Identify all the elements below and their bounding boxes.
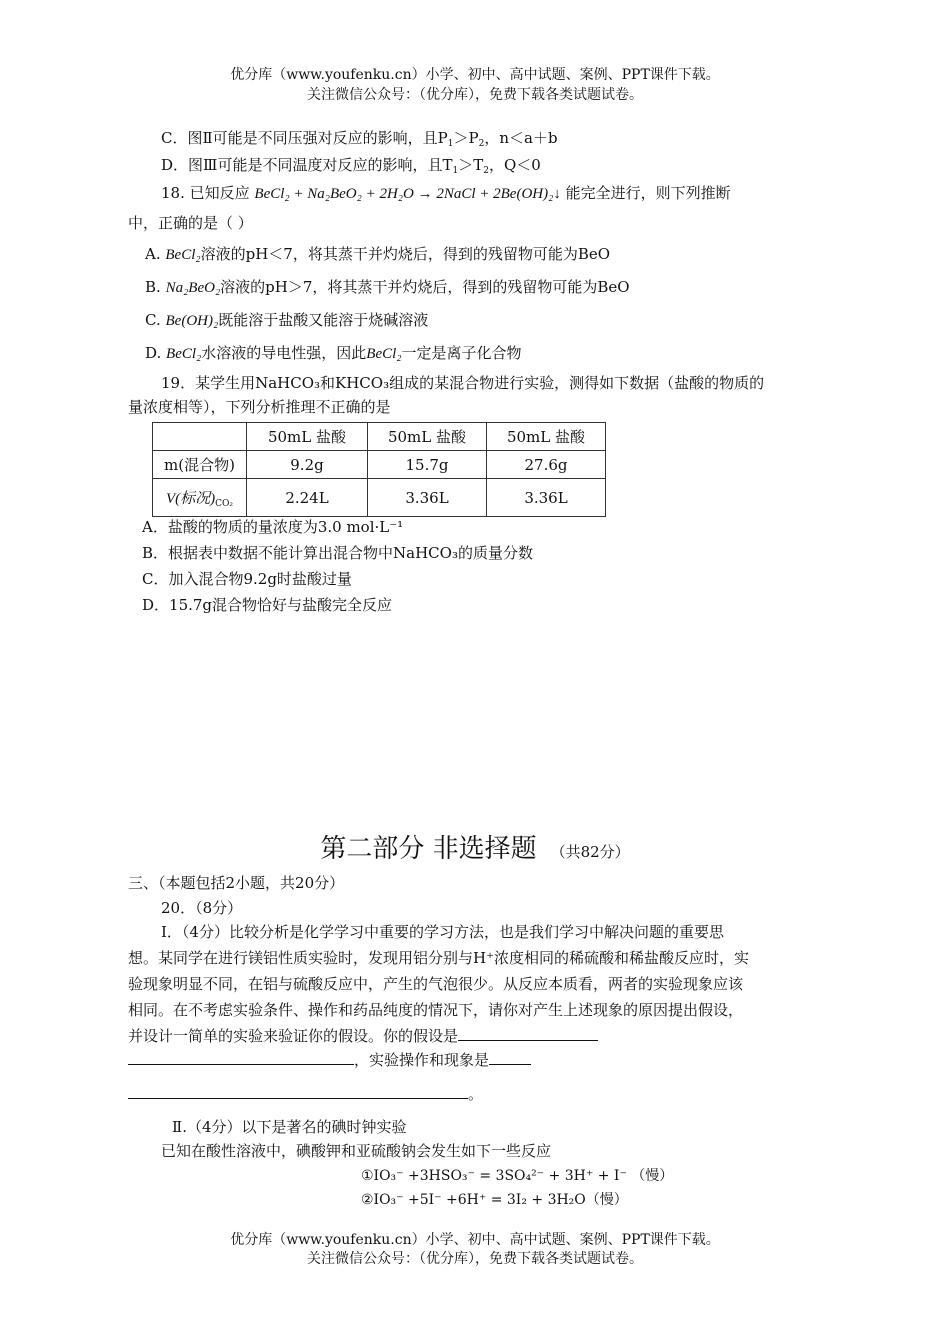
q18-option-a: A. BeCl₂溶液的pH＜7，将其蒸干并灼烧后，得到的残留物可能为BeO: [145, 245, 611, 263]
q20-part1-line3: 验现象明显不同，在铝与硫酸反应中，产生的气泡很少。从反应本质看，两者的实验现象应该: [128, 975, 744, 993]
q19-stem-line1: 19．某学生用NaHCO₃和KHCO₃组成的某混合物进行实验，测得如下数据（盐酸的物质的: [161, 374, 765, 392]
q19-option-d: D．15.7g混合物恰好与盐酸完全反应: [142, 596, 393, 614]
page-footer-line2: 关注微信公众号：（优分库），免费下载各类试题试卷。: [307, 1251, 643, 1267]
table-cell: 3.36L: [368, 479, 487, 517]
table-row: [153, 451, 606, 479]
table-header-cell: 50mL 盐酸: [487, 423, 606, 451]
q19-option-a: A．盐酸的物质的量浓度为3.0 mol·L⁻¹: [142, 518, 404, 536]
q19-option-c: C．加入混合物9.2g时盐酸过量: [142, 570, 352, 588]
table-cell: m(混合物): [153, 451, 247, 479]
q20-part1-line1: Ⅰ．（4分）比较分析是化学学习中重要的学习方法，也是我们学习中解决问题的重要思: [161, 923, 724, 941]
table-row: [153, 479, 606, 517]
operation-blank[interactable]: [489, 1050, 531, 1065]
table-header-row: [153, 423, 606, 451]
table-header-cell: 50mL 盐酸: [247, 423, 368, 451]
q18-stem-line2: 中，正确的是（ ）: [128, 214, 253, 232]
page-header-line1: 优分库（www.youfenku.cn）小学、初中、高中试题、案例、PPT课件下载。: [230, 67, 720, 83]
q20-part1-line5: 并设计一简单的实验来验证你的假设。你的假设是: [128, 1026, 598, 1046]
q20-part1-line4: 相同。在不考虑实验条件、操作和药品纯度的情况下，请你对产生上述现象的原因提出假设，: [128, 1001, 744, 1019]
q19-data-table: [152, 422, 606, 517]
part2-title: 第二部分 非选择题 （共82分）: [320, 834, 630, 864]
q19-stem-line2: 量浓度相等），下列分析推理不正确的是: [128, 398, 391, 416]
table-cell: 27.6g: [487, 451, 606, 479]
q18-equation: BeCl₂ + Na₂BeO₂ + 2H₂O → 2NaCl + 2Be(OH)₂↓: [254, 186, 561, 202]
table-cell-volume-label: V(标况)$_{CO_2}$: [153, 479, 247, 517]
q18-stem: 18. 已知反应 BeCl₂ + Na₂BeO₂ + 2H₂O → 2NaCl + 2Be(OH)₂↓ 能完全进行，则下列推断: [161, 184, 731, 202]
hypothesis-blank-continued[interactable]: [128, 1050, 354, 1065]
operation-blank-continued[interactable]: [128, 1084, 468, 1099]
q18-option-c: C. Be(OH)₂既能溶于盐酸又能溶于烧碱溶液: [145, 311, 429, 329]
table-header-cell: 50mL 盐酸: [368, 423, 487, 451]
q20-part2-line: 已知在酸性溶液中，碘酸钾和亚硫酸钠会发生如下一些反应: [161, 1142, 552, 1160]
q20-heading: 20．（8分）: [161, 899, 243, 917]
table-cell: 3.36L: [487, 479, 606, 517]
q17-option-c: C．图Ⅱ可能是不同压强对反应的影响，且$P_1>P_2$，n＜a＋b: [161, 129, 558, 149]
section3-heading: 三、（本题包括2小题，共20分）: [128, 874, 345, 892]
q20-part2-title: Ⅱ.（4分）以下是著名的碘时钟实验: [172, 1118, 407, 1136]
q20-part1-line6: ，实验操作和现象是: [128, 1050, 531, 1070]
hypothesis-blank[interactable]: [458, 1026, 598, 1041]
q18-option-d: D. BeCl₂水溶液的导电性强，因此BeCl₂一定是离子化合物: [145, 344, 522, 362]
reaction-2: ②IO₃⁻ +5I⁻ +6H⁺ = 3I₂ + 3H₂O（慢）: [361, 1192, 628, 1208]
q20-part1-line7: 。: [128, 1084, 483, 1104]
table-cell: 9.2g: [247, 451, 368, 479]
reaction-1: ①IO₃⁻ +3HSO₃⁻ = 3SO₄²⁻ + 3H⁺ + I⁻ （慢）: [361, 1168, 674, 1184]
q17-option-d: D．图Ⅲ可能是不同温度对反应的影响，且$T_1>T_2$，Q＜0: [161, 156, 541, 176]
page-header-line2: 关注微信公众号：（优分库），免费下载各类试题试卷。: [307, 87, 643, 103]
page-footer-line1: 优分库（www.youfenku.cn）小学、初中、高中试题、案例、PPT课件下载。: [230, 1232, 720, 1248]
table-cell: 2.24L: [247, 479, 368, 517]
q20-part1-line2: 想。某同学在进行镁铝性质实验时，发现用铝分别与H⁺浓度相同的稀硫酸和稀盐酸反应时，实: [128, 949, 750, 967]
table-cell: 15.7g: [368, 451, 487, 479]
table-header-cell: [153, 423, 247, 451]
q18-option-b: B. Na₂BeO₂溶液的pH＞7，将其蒸干并灼烧后，得到的残留物可能为BeO: [145, 278, 630, 296]
q19-option-b: B．根据表中数据不能计算出混合物中NaHCO₃的质量分数: [142, 544, 533, 562]
